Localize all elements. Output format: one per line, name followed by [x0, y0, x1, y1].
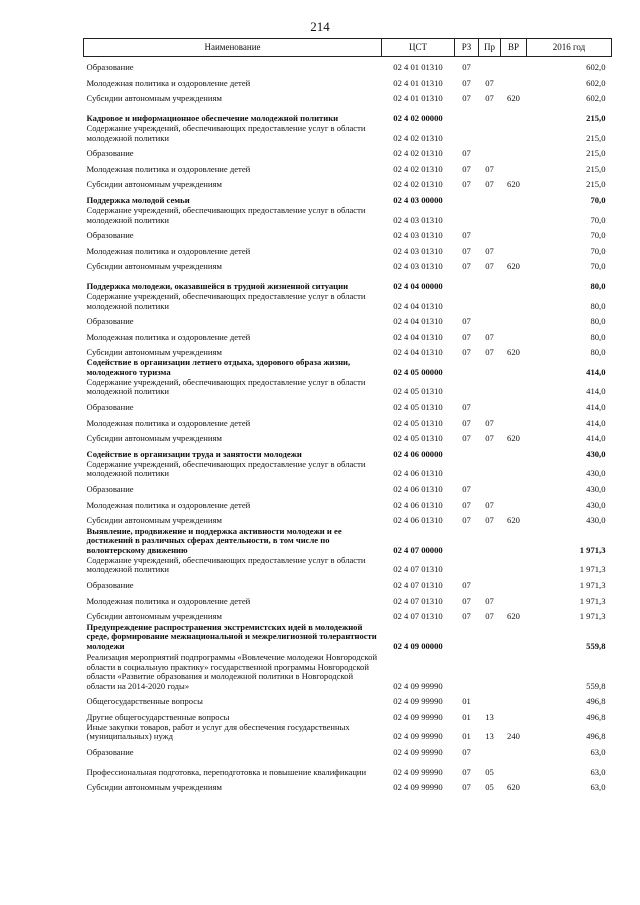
cell-sum: 215,0	[586, 148, 606, 159]
cell-vr	[501, 159, 527, 175]
cell-rz: 07	[462, 417, 471, 428]
cell-name: Содержание учреждений, обеспечивающих предоставление услуг в области молодежной политики	[86, 377, 366, 397]
cell-cst: 02 4 03 01310	[393, 214, 443, 225]
cell-rz	[455, 272, 479, 292]
cell-vr: 620	[507, 782, 520, 793]
cell-name: Субсидии автономным учреждениям	[86, 433, 222, 444]
cell-cst: 02 4 03 01310	[393, 230, 443, 241]
table-row-section	[84, 622, 612, 652]
cell-cst: 02 4 07 00000	[393, 544, 443, 555]
cell-pr	[479, 57, 501, 73]
cell-vr: 620	[507, 433, 520, 444]
cell-pr	[479, 575, 501, 591]
cell-sum: 414,0	[586, 417, 606, 428]
cell-name: Реализация мероприятий подпрограммы «Вовлечение молодежи Новгородской области в социальную практику» государственной программы Новгородской области «Развитие образования и молодежной политики в Новгородской области на 2014-2020 годы»	[86, 652, 378, 691]
cell-sum: 414,0	[586, 366, 606, 377]
cell-name: Содержание учреждений, обеспечивающих предоставление услуг в области молодежной политики	[86, 459, 366, 479]
cell-vr	[501, 73, 527, 89]
cell-cst: 02 4 04 01310	[393, 316, 443, 327]
cell-sum: 215,0	[586, 112, 606, 123]
cell-name: Содействие в организации летнего отдыха, здорового образа жизни, молодежного туризма	[86, 357, 351, 377]
cell-rz: 07	[462, 245, 471, 256]
cell-pr: 07	[485, 93, 494, 104]
cell-name: Молодежная политика и оздоровление детей	[86, 417, 251, 428]
cell-cst: 02 4 07 01310	[393, 580, 443, 590]
cell-rz: 07	[462, 179, 471, 190]
cell-sum: 70,0	[590, 245, 606, 256]
cell-pr	[479, 397, 501, 413]
cell-cst: 02 4 09 99990	[393, 696, 443, 707]
cell-cst: 02 4 06 01310	[393, 484, 443, 495]
cell-name: Образование	[86, 580, 134, 590]
table-row	[84, 479, 612, 495]
cell-sum: 414,0	[586, 402, 606, 413]
cell-vr	[501, 444, 527, 460]
cell-vr	[501, 190, 527, 206]
cell-vr	[501, 143, 527, 159]
table-row	[84, 691, 612, 707]
table-body	[84, 57, 612, 793]
table-row	[84, 225, 612, 241]
cell-cst: 02 4 07 01310	[393, 611, 443, 622]
cell-pr	[479, 622, 501, 652]
cell-sum: 1 971,3	[579, 580, 606, 590]
cell-name: Содержание учреждений, обеспечивающих предоставление услуг в области молодежной политики	[86, 123, 366, 143]
cell-pr: 05	[485, 766, 494, 777]
cell-rz: 07	[462, 580, 471, 590]
cell-cst: 02 4 04 01310	[393, 347, 443, 358]
table-row	[84, 412, 612, 428]
cell-vr	[501, 575, 527, 591]
cell-rz: 07	[462, 595, 471, 606]
cell-cst: 02 4 05 01310	[393, 433, 443, 444]
cell-vr	[501, 555, 527, 575]
cell-pr: 07	[485, 245, 494, 256]
cell-cst: 02 4 09 99990	[393, 680, 443, 691]
cell-name: Общегосударственные вопросы	[86, 696, 203, 707]
cell-sum: 80,0	[590, 280, 606, 291]
cell-sum: 414,0	[586, 433, 606, 444]
cell-sum: 559,8	[586, 680, 606, 691]
cell-rz	[455, 104, 479, 124]
cell-name: Образование	[86, 402, 134, 413]
cell-rz	[455, 526, 479, 556]
cell-name: Молодежная политика и оздоровление детей	[86, 331, 251, 342]
cell-cst: 02 4 05 00000	[393, 366, 443, 377]
cell-vr	[501, 327, 527, 343]
cell-sum: 215,0	[586, 179, 606, 190]
cell-vr	[501, 622, 527, 652]
table-row	[84, 428, 612, 444]
cell-sum: 215,0	[586, 163, 606, 174]
cell-pr	[479, 272, 501, 292]
cell-rz: 07	[462, 433, 471, 444]
cell-name: Молодежная политика и оздоровление детей	[86, 77, 251, 88]
table-row	[84, 256, 612, 272]
cell-pr	[479, 526, 501, 556]
cell-name: Молодежная политика и оздоровление детей	[86, 595, 251, 606]
cell-vr	[501, 205, 527, 225]
cell-sum: 70,0	[590, 261, 606, 272]
table-row-section	[84, 358, 612, 378]
cell-rz	[455, 205, 479, 225]
cell-sum: 430,0	[586, 484, 606, 495]
cell-name: Поддержка молодежи, оказавшейся в трудной жизненной ситуации	[86, 280, 349, 291]
cell-vr	[501, 651, 527, 691]
cell-name: Образование	[86, 316, 134, 327]
cell-sum: 559,8	[586, 640, 606, 651]
cell-rz: 07	[462, 402, 471, 413]
cell-pr	[479, 479, 501, 495]
cell-name: Молодежная политика и оздоровление детей	[86, 499, 251, 510]
cell-rz: 07	[462, 163, 471, 174]
cell-pr: 07	[485, 331, 494, 342]
header-name: Наименование	[84, 39, 382, 57]
table-row	[84, 606, 612, 622]
table-row	[84, 722, 612, 742]
table-row	[84, 159, 612, 175]
cell-cst: 02 4 09 99990	[393, 711, 443, 722]
header-rz: РЗ	[455, 39, 479, 57]
cell-name: Предупреждение распространения экстремистских идей в молодежной среде, формирование межнациональной и межрелигиозной толерантности молодежи	[86, 621, 377, 651]
cell-rz: 07	[462, 347, 471, 358]
cell-rz	[455, 377, 479, 397]
table-row	[84, 342, 612, 358]
cell-name: Молодежная политика и оздоровление детей	[86, 163, 251, 174]
table-row-section	[84, 190, 612, 206]
cell-pr: 07	[485, 179, 494, 190]
table-row	[84, 510, 612, 526]
cell-cst: 02 4 01 01310	[393, 62, 443, 73]
cell-cst: 02 4 02 00000	[393, 112, 443, 123]
cell-vr	[501, 57, 527, 73]
table-row	[84, 327, 612, 343]
cell-vr	[501, 358, 527, 378]
cell-name: Иные закупки товаров, работ и услуг для обеспечения государственных (муниципальных) нужд	[86, 721, 350, 742]
cell-pr: 07	[485, 163, 494, 174]
cell-cst: 02 4 09 00000	[393, 640, 443, 651]
cell-pr	[479, 691, 501, 707]
cell-cst: 02 4 06 01310	[393, 468, 443, 479]
cell-pr	[479, 143, 501, 159]
cell-sum: 80,0	[590, 316, 606, 327]
cell-sum: 80,0	[590, 300, 606, 311]
cell-rz: 07	[462, 62, 471, 73]
cell-vr	[501, 494, 527, 510]
cell-pr: 13	[485, 731, 494, 742]
table-row-section	[84, 526, 612, 556]
cell-cst: 02 4 09 99990	[393, 782, 443, 793]
cell-pr: 07	[485, 595, 494, 606]
cell-sum: 1 971,3	[579, 564, 606, 575]
cell-cst: 02 4 02 01310	[393, 132, 443, 143]
cell-pr: 07	[485, 261, 494, 272]
table-header	[84, 39, 612, 57]
table-row	[84, 143, 612, 159]
cell-vr	[501, 291, 527, 311]
cell-pr: 07	[485, 499, 494, 510]
cell-pr	[479, 311, 501, 327]
cell-sum: 602,0	[586, 62, 606, 73]
table-row	[84, 291, 612, 311]
cell-name: Субсидии автономным учреждениям	[86, 515, 222, 526]
cell-pr	[479, 205, 501, 225]
cell-pr	[479, 742, 501, 758]
cell-vr	[501, 742, 527, 758]
cell-rz: 07	[462, 766, 471, 777]
cell-vr: 620	[507, 179, 520, 190]
table-row	[84, 88, 612, 104]
table-row	[84, 241, 612, 257]
table-row	[84, 707, 612, 723]
cell-cst: 02 4 04 01310	[393, 300, 443, 311]
cell-name: Образование	[86, 230, 134, 241]
cell-sum: 80,0	[590, 331, 606, 342]
cell-rz	[455, 622, 479, 652]
cell-rz: 07	[462, 148, 471, 159]
cell-cst: 02 4 03 01310	[393, 261, 443, 272]
cell-sum: 63,0	[590, 782, 606, 793]
cell-rz	[455, 444, 479, 460]
table-row	[84, 459, 612, 479]
cell-name: Кадровое и информационное обеспечение молодежной политики	[86, 112, 339, 123]
cell-sum: 496,8	[586, 711, 606, 722]
cell-cst: 02 4 02 01310	[393, 179, 443, 190]
cell-sum: 430,0	[586, 448, 606, 459]
cell-name: Образование	[86, 484, 134, 495]
cell-sum: 414,0	[586, 386, 606, 397]
cell-vr	[501, 311, 527, 327]
cell-sum: 63,0	[590, 766, 606, 777]
cell-sum: 496,8	[586, 696, 606, 707]
cell-vr	[501, 526, 527, 556]
cell-vr	[501, 123, 527, 143]
cell-name: Поддержка молодой семьи	[86, 194, 190, 205]
cell-cst: 02 4 03 01310	[393, 245, 443, 256]
cell-name: Содержание учреждений, обеспечивающих предоставление услуг в области молодежной политики	[86, 555, 366, 575]
cell-vr	[501, 691, 527, 707]
cell-vr: 620	[507, 515, 520, 526]
cell-name: Выявление, продвижение и поддержка активности молодежи и ее достижений в различных сферах деятельности, в том числе по волонтерскому движению	[86, 526, 342, 555]
cell-vr	[501, 757, 527, 777]
cell-pr	[479, 358, 501, 378]
cell-cst: 02 4 06 01310	[393, 515, 443, 526]
cell-sum: 70,0	[590, 214, 606, 225]
cell-rz: 07	[462, 230, 471, 241]
cell-pr: 07	[485, 515, 494, 526]
table-row	[84, 57, 612, 73]
cell-name: Субсидии автономным учреждениям	[86, 347, 222, 358]
cell-pr	[479, 459, 501, 479]
header-pr: Пр	[479, 39, 501, 57]
cell-pr: 07	[485, 347, 494, 358]
cell-cst: 02 4 02 01310	[393, 148, 443, 159]
cell-vr: 620	[507, 261, 520, 272]
cell-pr	[479, 104, 501, 124]
cell-pr	[479, 377, 501, 397]
cell-rz: 07	[462, 316, 471, 327]
cell-pr: 07	[485, 433, 494, 444]
cell-rz: 07	[462, 261, 471, 272]
cell-rz	[455, 651, 479, 691]
cell-rz	[455, 459, 479, 479]
cell-vr: 620	[507, 611, 520, 622]
table-row	[84, 742, 612, 758]
cell-name: Профессиональная подготовка, переподготовка и повышение квалификации	[86, 766, 367, 777]
table-row	[84, 777, 612, 793]
cell-sum: 430,0	[586, 515, 606, 526]
cell-sum: 63,0	[590, 746, 606, 757]
cell-cst: 02 4 05 01310	[393, 402, 443, 413]
cell-vr: 240	[507, 731, 520, 742]
cell-pr: 13	[485, 711, 494, 722]
cell-sum: 70,0	[590, 194, 606, 205]
page-number: 214	[310, 19, 330, 34]
cell-sum: 80,0	[590, 347, 606, 358]
table-row-section	[84, 104, 612, 124]
budget-table	[83, 38, 612, 793]
header-year: 2016 год	[527, 39, 612, 57]
cell-vr	[501, 479, 527, 495]
cell-pr	[479, 291, 501, 311]
cell-name: Образование	[86, 148, 134, 159]
table-row	[84, 73, 612, 89]
cell-name: Другие общегосударственные вопросы	[86, 711, 230, 722]
cell-sum: 215,0	[586, 132, 606, 143]
cell-rz: 07	[462, 746, 471, 757]
cell-sum: 1 971,3	[579, 611, 606, 622]
cell-pr	[479, 555, 501, 575]
cell-name: Субсидии автономным учреждениям	[86, 261, 222, 272]
cell-rz	[455, 190, 479, 206]
cell-rz	[455, 123, 479, 143]
cell-cst: 02 4 09 99990	[393, 731, 443, 742]
cell-sum: 1 971,3	[579, 544, 606, 555]
header-cst: ЦСТ	[382, 39, 455, 57]
cell-cst: 02 4 05 01310	[393, 386, 443, 397]
cell-pr	[479, 225, 501, 241]
cell-cst: 02 4 06 00000	[393, 448, 443, 459]
cell-cst: 02 4 01 01310	[393, 93, 443, 104]
cell-vr	[501, 707, 527, 723]
table-row	[84, 757, 612, 777]
table-row	[84, 590, 612, 606]
cell-vr	[501, 412, 527, 428]
table-row	[84, 575, 612, 591]
cell-vr	[501, 377, 527, 397]
table-row	[84, 311, 612, 327]
table-row	[84, 397, 612, 413]
table-row	[84, 494, 612, 510]
cell-rz: 07	[462, 93, 471, 104]
cell-rz	[455, 358, 479, 378]
cell-cst: 02 4 04 01310	[393, 331, 443, 342]
cell-pr	[479, 190, 501, 206]
cell-sum: 1 971,3	[579, 595, 606, 606]
cell-vr	[501, 459, 527, 479]
cell-name: Субсидии автономным учреждениям	[86, 179, 222, 190]
cell-rz: 07	[462, 484, 471, 495]
cell-sum: 430,0	[586, 468, 606, 479]
cell-pr	[479, 123, 501, 143]
cell-sum: 602,0	[586, 77, 606, 88]
cell-rz: 07	[462, 782, 471, 793]
cell-name: Содействие в организации труда и занятости молодежи	[86, 448, 302, 459]
cell-cst: 02 4 01 01310	[393, 77, 443, 88]
cell-vr	[501, 272, 527, 292]
cell-rz: 07	[462, 611, 471, 622]
cell-pr: 07	[485, 77, 494, 88]
cell-vr	[501, 104, 527, 124]
cell-pr: 07	[485, 417, 494, 428]
cell-cst: 02 4 09 99990	[393, 766, 443, 777]
cell-name: Образование	[86, 62, 134, 73]
cell-name: Содержание учреждений, обеспечивающих предоставление услуг в области молодежной политики	[86, 291, 366, 311]
cell-name: Субсидии автономным учреждениям	[86, 611, 222, 622]
cell-rz: 01	[462, 731, 471, 742]
cell-rz: 07	[462, 515, 471, 526]
cell-cst: 02 4 05 01310	[393, 417, 443, 428]
table-row	[84, 205, 612, 225]
cell-sum: 70,0	[590, 230, 606, 241]
cell-pr	[479, 651, 501, 691]
table-row-section	[84, 272, 612, 292]
cell-name: Субсидии автономным учреждениям	[86, 93, 222, 104]
cell-vr	[501, 225, 527, 241]
table-row	[84, 377, 612, 397]
cell-rz: 07	[462, 499, 471, 510]
table-row	[84, 174, 612, 190]
cell-cst: 02 4 04 00000	[393, 280, 443, 291]
cell-rz: 01	[462, 696, 471, 707]
cell-cst: 02 4 07 01310	[393, 595, 443, 606]
cell-vr	[501, 590, 527, 606]
table-row	[84, 651, 612, 691]
header-vr: ВР	[501, 39, 527, 57]
table-row	[84, 123, 612, 143]
cell-pr: 05	[485, 782, 494, 793]
cell-cst: 02 4 09 99990	[393, 746, 443, 757]
cell-pr	[479, 444, 501, 460]
cell-vr: 620	[507, 347, 520, 358]
table-row-section	[84, 444, 612, 460]
cell-name: Субсидии автономным учреждениям	[86, 782, 222, 793]
cell-cst: 02 4 07 01310	[393, 564, 443, 575]
cell-sum: 602,0	[586, 93, 606, 104]
cell-cst: 02 4 06 01310	[393, 499, 443, 510]
cell-rz	[455, 555, 479, 575]
cell-cst: 02 4 03 00000	[393, 194, 443, 205]
cell-vr	[501, 397, 527, 413]
cell-rz	[455, 291, 479, 311]
cell-name: Молодежная политика и оздоровление детей	[86, 245, 251, 256]
cell-rz: 07	[462, 77, 471, 88]
cell-cst: 02 4 02 01310	[393, 163, 443, 174]
cell-sum: 496,8	[586, 731, 606, 742]
cell-rz: 07	[462, 331, 471, 342]
cell-sum: 430,0	[586, 499, 606, 510]
cell-name: Образование	[86, 746, 134, 757]
cell-rz: 01	[462, 711, 471, 722]
table-row	[84, 555, 612, 575]
cell-vr	[501, 241, 527, 257]
cell-pr: 07	[485, 611, 494, 622]
cell-name: Содержание учреждений, обеспечивающих предоставление услуг в области молодежной политики	[86, 205, 366, 225]
cell-vr: 620	[507, 93, 520, 104]
